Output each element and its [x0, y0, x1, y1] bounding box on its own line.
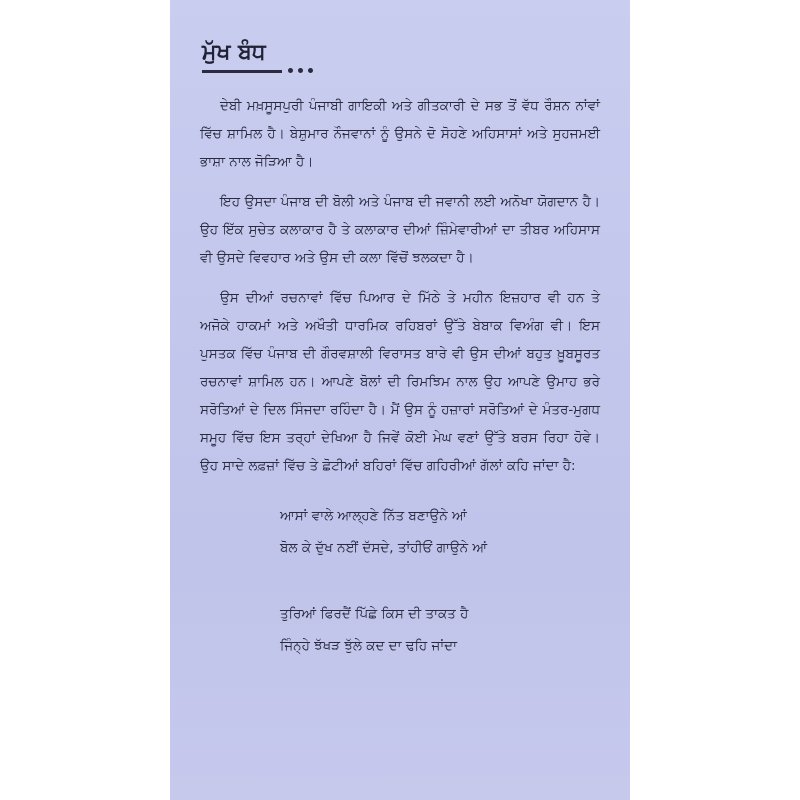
dot-icon	[298, 68, 303, 73]
book-page	[170, 0, 630, 800]
paragraph-2: ਇਹ ਉਸਦਾ ਪੰਜਾਬ ਦੀ ਬੋਲੀ ਅਤੇ ਪੰਜਾਬ ਦੀ ਜਵਾਨੀ ਲਈ ਅਨੋਖਾ ਯੋਗਦਾਨ ਹੈ। ਉਹ ਇੱਕ ਸੁਚੇਤ ਕਲਾਕਾਰ ਹੈ ਤੇ ਕਲਾਕਾਰ ਦੀਆਂ ਜ਼ਿੰਮੇਵਾਰੀਆਂ ਦਾ ਤੀਬਰ ਅਹਿਸਾਸ ਵੀ ਉਸਦੇ ਵਿਵਹਾਰ ਅਤੇ ਉਸ ਦੀ ਕਲਾ ਵਿੱਚੋਂ ਝਲਕਦਾ ਹੈ।	[200, 194, 600, 266]
dot-icon	[308, 68, 313, 73]
poem-line: ਜਿੰਨ੍ਹੇ ਝੱਖੜ ਝੁੱਲੇ ਕਦ ਦਾ ਢਹਿ ਜਾਂਦਾ	[280, 638, 457, 654]
stanza-1	[280, 500, 600, 564]
page-title: ਮੁੱਖ ਬੰਧ	[202, 40, 266, 65]
poem-line: ਬੋਲ ਕੇ ਦੁੱਖ ਨਈਂ ਦੱਸਦੇ, ਤਾਂਹੀਓਂ ਗਾਉਨੇ ਆਂ	[280, 540, 488, 556]
paragraph-1: ਦੇਬੀ ਮਖ਼ਸੂਸਪੁਰੀ ਪੰਜਾਬੀ ਗਾਇਕੀ ਅਤੇ ਗੀਤਕਾਰੀ ਦੇ ਸਭ ਤੋਂ ਵੱਧ ਰੌਸ਼ਨ ਨਾਂਵਾਂ ਵਿੱਚ ਸ਼ਾਮਿਲ ਹੈ। ਬੇਸ਼ੁਮਾਰ ਨੌਜਵਾਨਾਂ ਨੂੰ ਉਸਨੇ ਦੋ ਸੋਹਣੇ ਅਹਿਸਾਸਾਂ ਅਤੇ ਸੁਹਜਮਈ ਭਾਸ਼ਾ ਨਾਲ ਜੋੜਿਆ ਹੈ।	[200, 98, 600, 170]
title-dots	[288, 68, 313, 73]
title-underline	[202, 70, 282, 73]
stanza-2	[280, 598, 600, 662]
poem	[280, 500, 600, 662]
heading-block	[202, 40, 266, 65]
poem-line: ਤੁਰਿਆਂ ਫਿਰਦੈਂ ਪਿੱਛੇ ਕਿਸ ਦੀ ਤਾਕਤ ਹੈ	[280, 606, 469, 622]
paragraph-3: ਉਸ ਦੀਆਂ ਰਚਨਾਵਾਂ ਵਿੱਚ ਪਿਆਰ ਦੇ ਮਿੱਠੇ ਤੇ ਮਹੀਨ ਇਜ਼ਹਾਰ ਵੀ ਹਨ ਤੇ ਅਜੋਕੇ ਹਾਕਮਾਂ ਅਤੇ ਅਖੌਤੀ ਧਾਰਮਿਕ ਰਹਿਬਰਾਂ ਉੱਤੇ ਬੇਬਾਕ ਵਿਅੰਗ ਵੀ। ਇਸ ਪੁਸਤਕ ਵਿੱਚ ਪੰਜਾਬ ਦੀ ਗੌਰਵਸ਼ਾਲੀ ਵਿਰਾਸਤ ਬਾਰੇ ਵੀ ਉਸ ਦੀਆਂ ਬਹੁਤ ਖ਼ੂਬਸੂਰਤ ਰਚਨਾਵਾਂ ਸ਼ਾਮਿਲ ਹਨ। ਆਪਣੇ ਬੋਲਾਂ ਦੀ ਰਿਮਝਿਮ ਨਾਲ ਉਹ ਆਪਣੇ ਉਮਾਹ ਭਰੇ ਸਰੋਤਿਆਂ ਦੇ ਦਿਲ ਸਿੰਜਦਾ ਰਹਿੰਦਾ ਹੈ। ਮੈਂ ਉਸ ਨੂੰ ਹਜ਼ਾਰਾਂ ਸਰੋਤਿਆਂ ਦੇ ਮੰਤਰ-ਮੁਗਧ ਸਮੂਹ ਵਿੱਚ ਇਸ ਤਰ੍ਹਾਂ ਦੇਖਿਆ ਹੈ ਜਿਵੇਂ ਕੋਈ ਮੇਘ ਵਣਾਂ ਉੱਤੇ ਬਰਸ ਰਿਹਾ ਹੋਵੇ। ਉਹ ਸਾਦੇ ਲਫ਼ਜ਼ਾਂ ਵਿੱਚ ਤੇ ਛੋਟੀਆਂ ਬਹਿਰਾਂ ਵਿੱਚ ਗਹਿਰੀਆਂ ਗੱਲਾਂ ਕਹਿ ਜਾਂਦਾ ਹੈ:	[200, 290, 600, 474]
poem-line: ਆਸਾਂ ਵਾਲੇ ਆਲ੍ਹਣੇ ਨਿੱਤ ਬਣਾਉਨੇ ਆਂ	[280, 508, 467, 524]
body-text	[200, 92, 600, 696]
dot-icon	[288, 68, 293, 73]
